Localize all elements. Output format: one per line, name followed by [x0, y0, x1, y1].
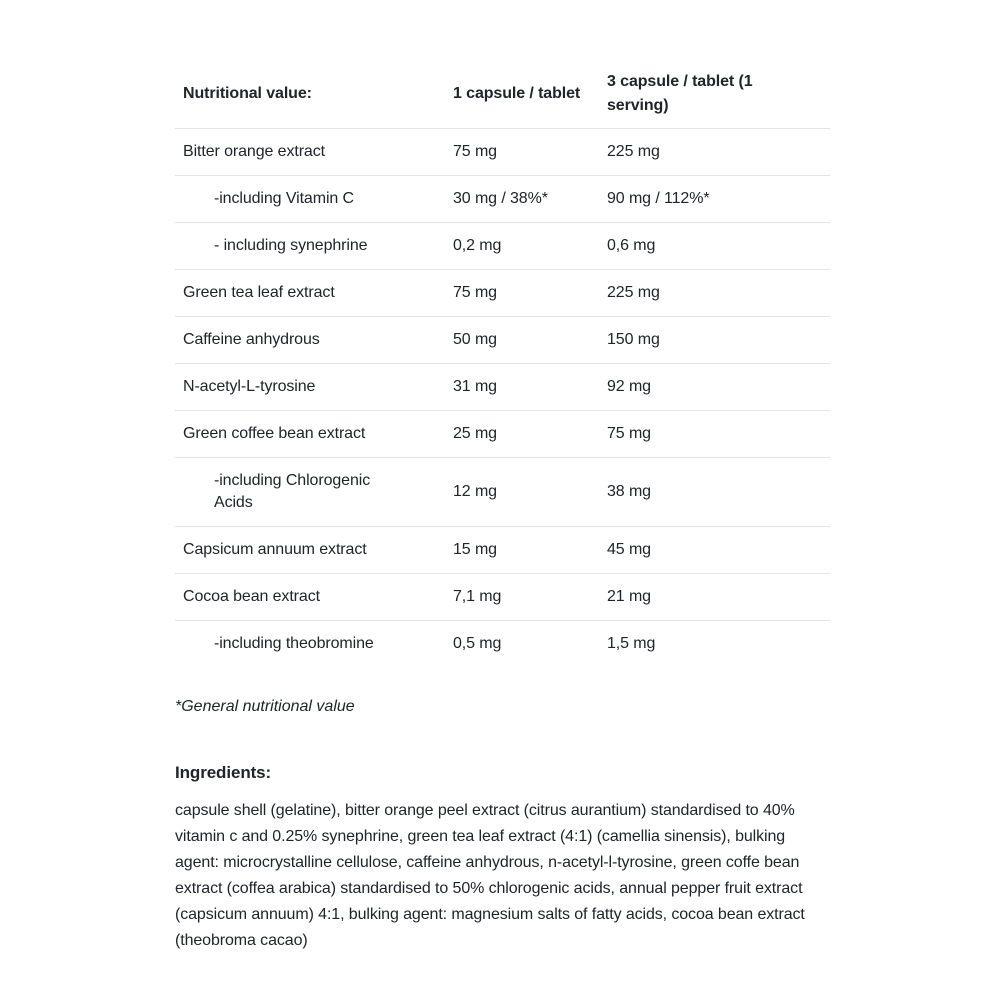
ingredient-name-cell: Green coffee bean extract [183, 425, 366, 442]
amount-per-serving-cell: 92 mg [607, 378, 651, 395]
amount-per-serving-cell: 225 mg [607, 143, 660, 160]
amount-per-serving-cell: 0,6 mg [607, 237, 656, 254]
ingredient-name-cell: -including Vitamin C [214, 190, 354, 207]
amount-per-serving-cell: 75 mg [607, 425, 651, 442]
amount-per-serving-cell: 38 mg [607, 483, 651, 500]
table-row [175, 411, 830, 458]
amount-per-capsule-cell: 15 mg [453, 541, 497, 558]
amount-per-serving-cell: 90 mg / 112%* [607, 190, 710, 207]
amount-per-serving-cell: 150 mg [607, 331, 660, 348]
header-nutritional-value: Nutritional value: [183, 85, 312, 102]
ingredient-name-cell: Caffeine anhydrous [183, 331, 320, 348]
amount-per-serving-cell: 21 mg [607, 588, 651, 605]
amount-per-capsule-cell: 75 mg [453, 143, 497, 160]
amount-per-serving-cell: 225 mg [607, 284, 660, 301]
header-per-capsule: 1 capsule / tablet [453, 85, 581, 102]
table-row [175, 176, 830, 223]
amount-per-capsule-cell: 75 mg [453, 284, 497, 301]
product-description-section [175, 0, 830, 1000]
ingredient-name-cell: Bitter orange extract [183, 143, 325, 160]
ingredient-name-cell: Capsicum annuum extract [183, 541, 367, 558]
amount-per-capsule-cell: 12 mg [453, 483, 497, 500]
nutrition-table-header-row [175, 62, 830, 129]
amount-per-capsule-cell: 0,5 mg [453, 635, 502, 652]
table-row [175, 621, 830, 668]
amount-per-serving-cell: 45 mg [607, 541, 651, 558]
ingredient-name-cell: -including theobromine [214, 635, 374, 652]
amount-per-serving-cell: 1,5 mg [607, 635, 656, 652]
table-row [175, 129, 830, 176]
ingredients-text: capsule shell (gelatine), bitter orange peel extract (citrus aurantium) standardised to 40% vitamin c and 0.25% synephrine, green tea leaf extract (4:1) (camellia sinensis), bulking agent: microcrystalline cellulose, caffeine anhydrous, n-acetyl-l-tyrosine, green coffe bean extract (coffea arabica) standardised to 50% chlorogenic acids, annual pepper fruit extract (capsicum annuum) 4:1, bulking agent: magnesium salts of fatty acids, cocoa bean extract (theobroma cacao) [175, 802, 805, 949]
ingredient-name-cell: Cocoa bean extract [183, 588, 320, 605]
ingredient-name-cell: - including synephrine [214, 237, 368, 254]
general-nutritional-value-footnote: *General nutritional value [175, 698, 355, 715]
ingredients-heading: Ingredients: [175, 763, 272, 782]
nutrition-table [175, 62, 830, 667]
header-per-serving: 3 capsule / tablet (1 serving) [607, 73, 753, 114]
table-row [175, 574, 830, 621]
table-row [175, 364, 830, 411]
ingredient-name-cell: Green tea leaf extract [183, 284, 335, 301]
amount-per-capsule-cell: 50 mg [453, 331, 497, 348]
table-row [175, 317, 830, 364]
table-row [175, 223, 830, 270]
table-row [175, 270, 830, 317]
table-row [175, 527, 830, 574]
ingredient-name-cell: N-acetyl-L-tyrosine [183, 378, 316, 395]
amount-per-capsule-cell: 31 mg [453, 378, 497, 395]
amount-per-capsule-cell: 25 mg [453, 425, 497, 442]
ingredient-name-cell: -including Chlorogenic Acids [214, 472, 371, 511]
amount-per-capsule-cell: 30 mg / 38%* [453, 190, 548, 207]
amount-per-capsule-cell: 7,1 mg [453, 588, 502, 605]
amount-per-capsule-cell: 0,2 mg [453, 237, 502, 254]
table-row [175, 458, 830, 527]
